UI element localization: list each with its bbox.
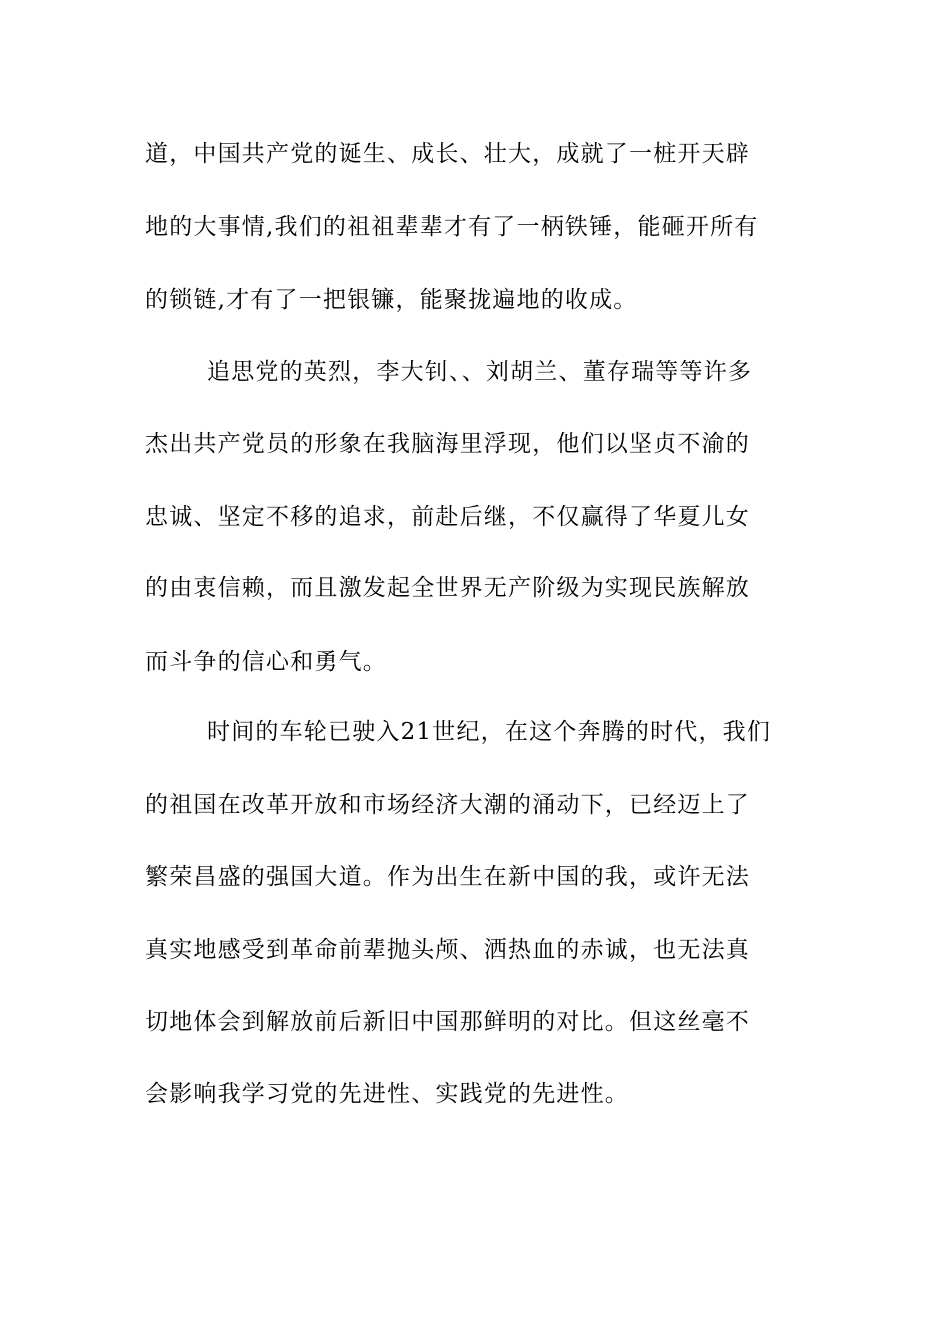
text-line: 忠诚、坚定不移的追求，前赴后继，不仅赢得了华夏儿女 [145,504,750,530]
text-line: 的由衷信赖，而且激发起全世界无产阶级为实现民族解放 [145,575,750,601]
paragraph-first-line: 时间的车轮已驶入21世纪，在这个奔腾的时代，我们 [207,719,772,745]
text-line: 繁荣昌盛的强国大道。作为出生在新中国的我，或许无法 [145,864,750,890]
text-line: 真实地感受到革命前辈抛头颅、洒热血的赤诚，也无法真 [145,937,750,963]
text-line: 的锁链,才有了一把银镰，能聚拢遍地的收成。 [145,287,638,313]
text-line: 杰出共产党员的形象在我脑海里浮现，他们以坚贞不渝的 [145,431,750,457]
text-line: 道，中国共产党的诞生、成长、壮大，成就了一桩开天辟 [145,141,750,167]
text-line: 地的大事情,我们的祖祖辈辈才有了一柄铁锤，能砸开所有 [145,214,759,240]
paragraph-first-line: 追思党的英烈，李大钊、、刘胡兰、董存瑞等等许多 [207,359,753,385]
text-line: 会影响我学习党的先进性、实践党的先进性。 [145,1081,629,1107]
text-line: 切地体会到解放前后新旧中国那鲜明的对比。但这丝毫不 [145,1009,750,1035]
text-line: 而斗争的信心和勇气。 [145,649,387,675]
text-line: 的祖国在改革开放和市场经济大潮的涌动下，已经迈上了 [145,792,750,818]
